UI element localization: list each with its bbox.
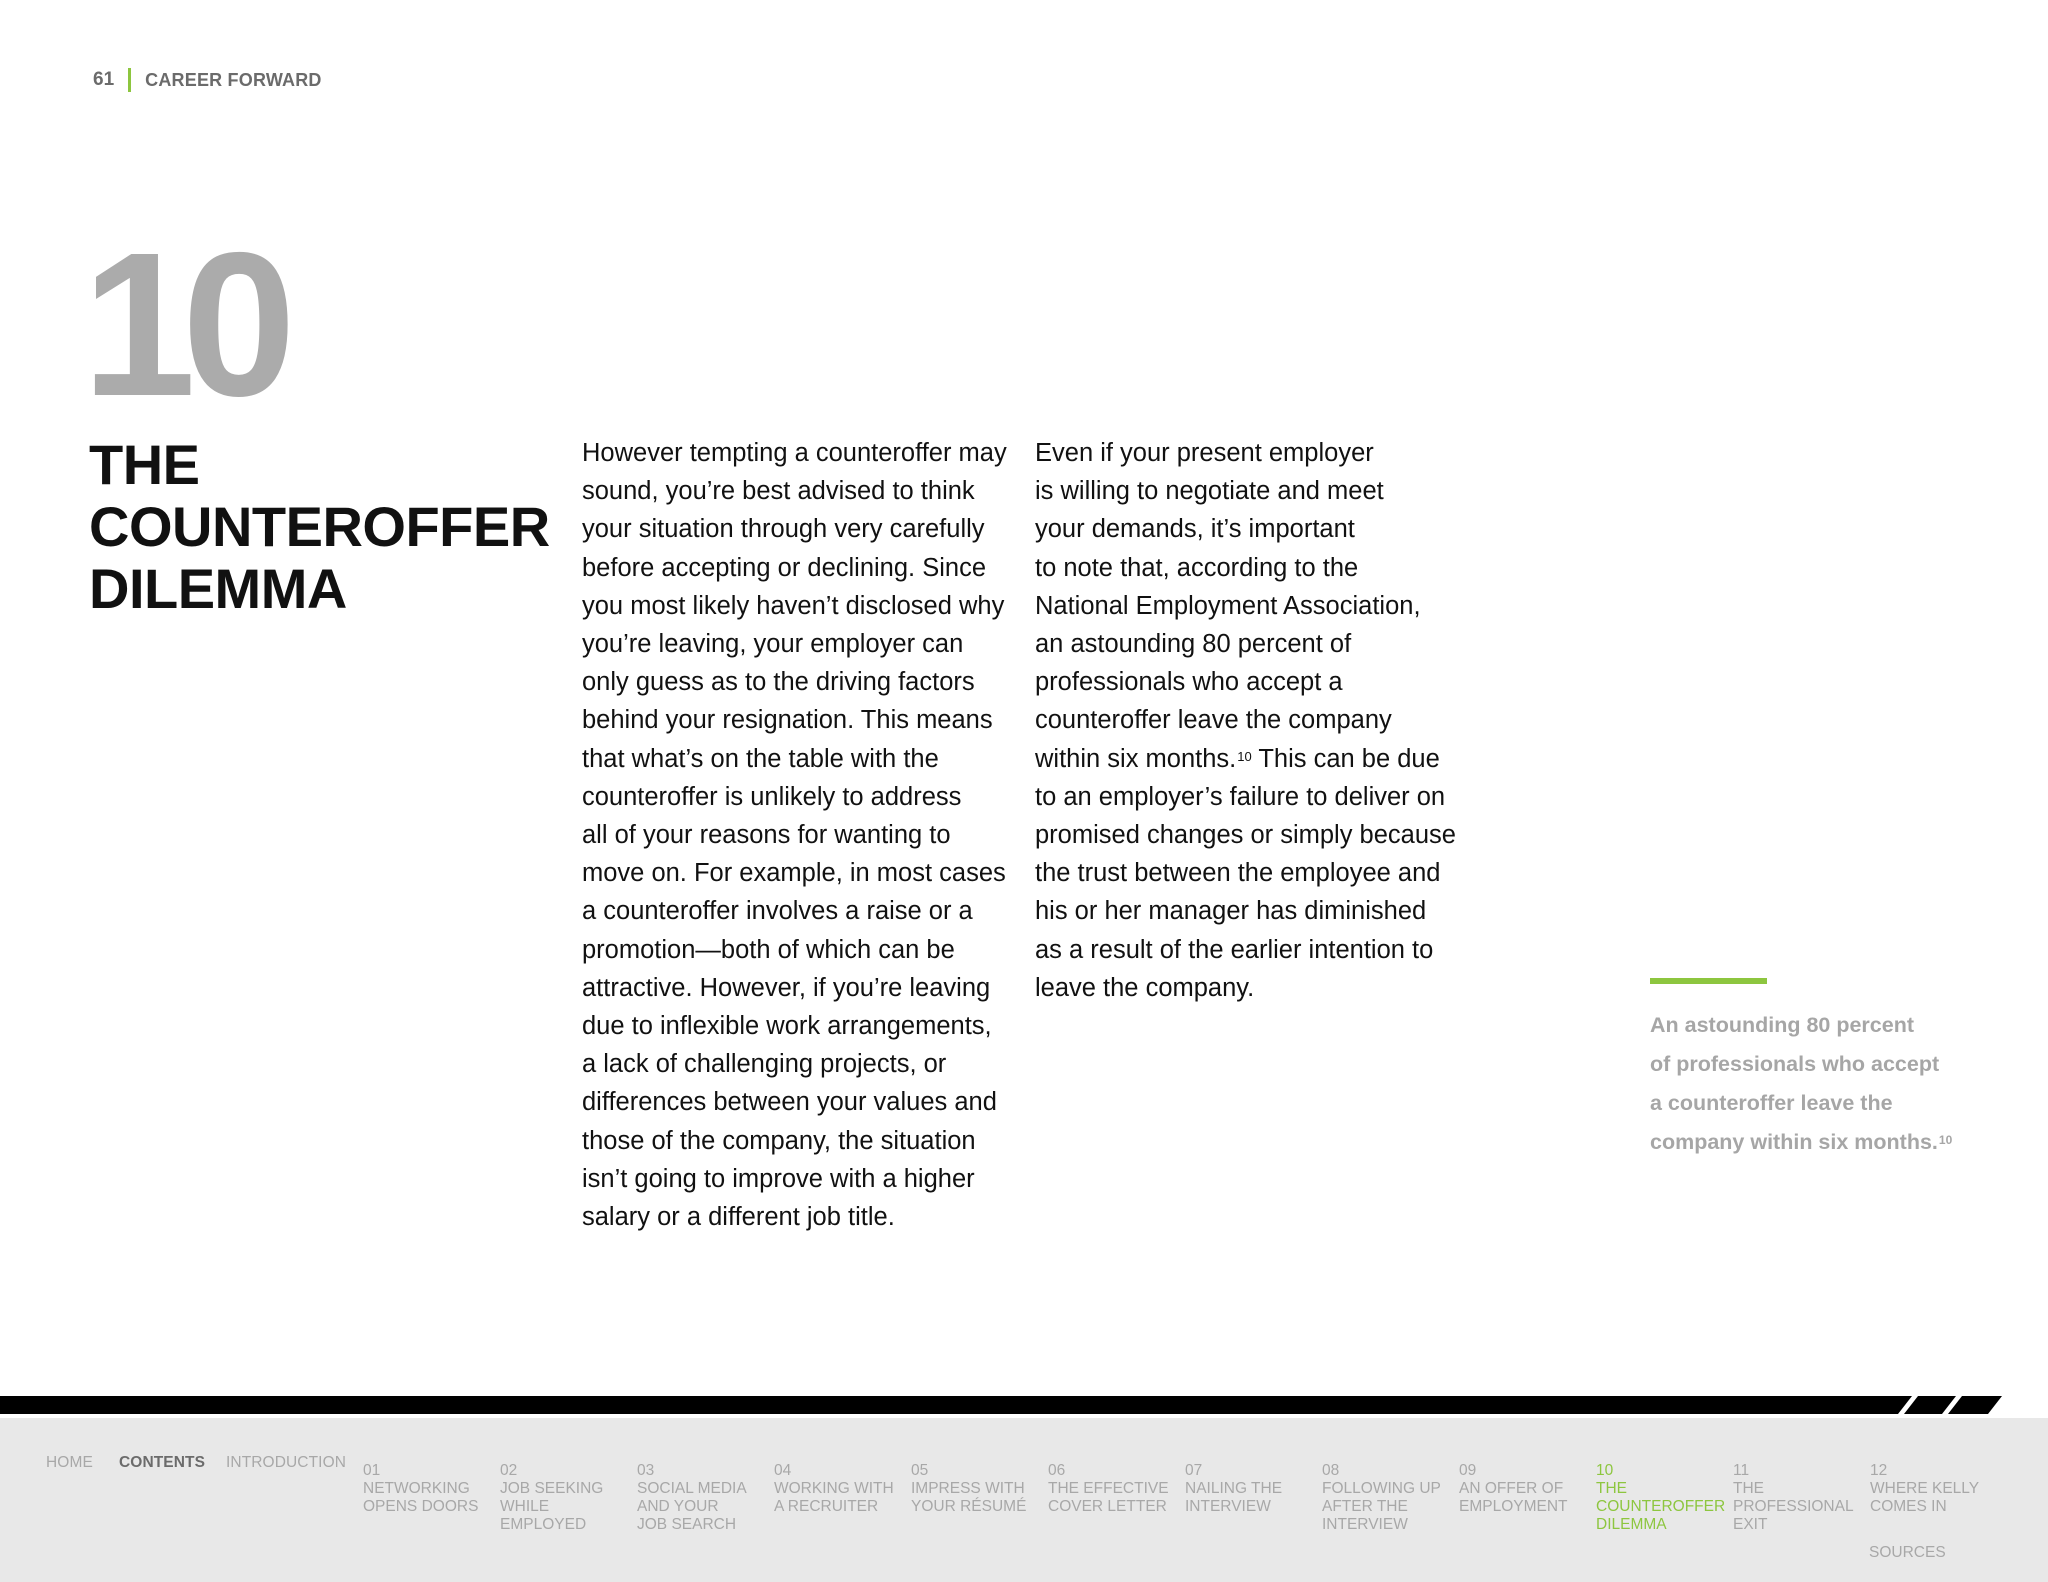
nav-chapter-label: IMPRESS WITH YOUR RÉSUMÉ [911,1480,1027,1515]
nav-chapter-06[interactable] [1048,1462,1180,1516]
body-line: as a result of the earlier intention to [1035,935,1434,964]
nav-chapter-01[interactable] [363,1462,495,1516]
pull-quote-line: company within six months.$^{10}$ [1650,1130,1953,1154]
body-line: move on. For example, in most cases [582,859,1006,888]
body-line: isn’t going to improve with a higher [582,1164,975,1193]
body-line: the trust between the employee and [1035,859,1441,888]
body-line: only guess as to the driving factors [582,668,975,697]
page-number: 61 [93,69,115,90]
nav-chapter-10[interactable] [1596,1462,1728,1534]
body-line: you most likely haven’t disclosed why [582,591,1005,620]
body-line: to an employer’s failure to deliver on [1035,782,1446,811]
nav-introduction[interactable]: INTRODUCTION [226,1454,347,1471]
nav-chapter-07[interactable] [1185,1462,1317,1516]
body-line: a counteroffer involves a raise or a [582,897,973,926]
nav-chapter-number: 12 [1870,1462,1888,1479]
nav-chapter-number: 07 [1185,1462,1203,1479]
nav-chapter-12[interactable] [1870,1462,2002,1516]
nav-chapter-label: FOLLOWING UP AFTER THE INTERVIEW [1322,1480,1441,1533]
nav-chapter-09[interactable] [1459,1462,1591,1516]
pull-quote [1650,1006,1980,1162]
body-line: those of the company, the situation [582,1126,976,1155]
body-line: within six months.$^{10}$ This can be due [1035,744,1440,773]
body-line: behind your resignation. This means [582,706,993,735]
pull-quote-accent-bar [1650,978,1767,984]
body-line: is willing to negotiate and meet [1035,477,1384,506]
nav-chapter-label: AN OFFER OF EMPLOYMENT [1459,1480,1568,1515]
body-column-2 [1035,434,1475,1007]
publication-title: CAREER FORWARD [145,69,322,90]
body-line: counteroffer is unlikely to address [582,782,962,811]
nav-chapter-number: 11 [1733,1462,1750,1479]
nav-chapter-label: THE PROFESSIONAL EXIT [1733,1480,1854,1533]
footnote-ref[interactable]: 10 [1237,748,1252,764]
nav-chapter-02[interactable] [500,1462,632,1534]
chapter-title-line: COUNTEROFFER [89,495,550,558]
chapter-title-line: THE [89,433,200,496]
body-line: professionals who accept a [1035,668,1343,697]
nav-chapter-label: NETWORKING OPENS DOORS [363,1480,479,1515]
body-line: attractive. However, if you’re leaving [582,973,991,1002]
chapter-title-line: DILEMMA [89,557,347,620]
nav-chapter-11[interactable] [1733,1462,1865,1534]
nav-chapter-label: WORKING WITH A RECRUITER [774,1480,894,1515]
nav-chapter-number: 02 [500,1462,518,1479]
page-header [93,66,322,94]
nav-home[interactable]: HOME [46,1454,93,1471]
nav-chapter-label: JOB SEEKING WHILE EMPLOYED [500,1480,604,1533]
body-line: his or her manager has diminished [1035,897,1427,926]
pull-quote-line: of professionals who accept [1650,1052,1940,1076]
header-divider [128,68,131,92]
pull-quote-line: a counteroffer leave the [1650,1091,1893,1115]
footer-navigation [0,1418,2048,1582]
nav-chapter-number: 09 [1459,1462,1477,1479]
nav-chapter-label: NAILING THE INTERVIEW [1185,1480,1283,1515]
body-line: sound, you’re best advised to think [582,477,975,506]
body-line: your demands, it’s important [1035,515,1355,544]
nav-chapter-number: 08 [1322,1462,1340,1479]
body-line: all of your reasons for wanting to [582,821,951,850]
nav-chapter-08[interactable] [1322,1462,1454,1534]
nav-chapter-number: 01 [363,1462,381,1479]
nav-chapter-03[interactable] [637,1462,769,1534]
nav-chapter-label: SOCIAL MEDIA AND YOUR JOB SEARCH [637,1480,747,1533]
nav-chapter-number: 10 [1596,1462,1614,1479]
black-band-divider [0,1396,2048,1414]
nav-chapter-number: 05 [911,1462,929,1479]
body-line: Even if your present employer [1035,439,1374,467]
chapter-number: 10 [82,210,283,439]
body-line: before accepting or declining. Since [582,553,987,582]
nav-chapter-number: 04 [774,1462,792,1479]
body-line: a lack of challenging projects, or [582,1050,947,1079]
footnote-ref[interactable]: 10 [1938,1133,1953,1147]
body-line: However tempting a counteroffer may [582,439,1007,467]
body-line: due to inflexible work arrangements, [582,1012,992,1041]
body-line: to note that, according to the [1035,553,1359,582]
nav-chapter-label: THE EFFECTIVE COVER LETTER [1048,1480,1169,1515]
nav-sources[interactable]: SOURCES [1869,1544,1946,1561]
body-line: your situation through very carefully [582,515,985,544]
body-line: leave the company. [1035,973,1255,1002]
body-line: that what’s on the table with the [582,744,939,773]
chapter-title [89,434,550,620]
nav-chapter-number: 06 [1048,1462,1066,1479]
body-column-1 [582,434,1022,1236]
pull-quote-line: An astounding 80 percent [1650,1013,1915,1037]
body-line: promised changes or simply because [1035,821,1456,850]
nav-chapter-05[interactable] [911,1462,1043,1516]
body-line: an astounding 80 percent of [1035,630,1352,659]
nav-contents[interactable]: CONTENTS [119,1454,206,1471]
body-line: you’re leaving, your employer can [582,630,964,659]
body-line: National Employment Association, [1035,591,1421,620]
body-line: counteroffer leave the company [1035,706,1392,735]
body-line: differences between your values and [582,1088,997,1117]
body-line: promotion—both of which can be [582,935,955,964]
nav-chapter-number: 03 [637,1462,655,1479]
nav-chapter-label: THE COUNTEROFFER DILEMMA [1596,1480,1726,1533]
body-line: salary or a different job title. [582,1203,895,1232]
nav-chapter-04[interactable] [774,1462,906,1516]
nav-chapter-label: WHERE KELLY COMES IN [1870,1480,1980,1515]
